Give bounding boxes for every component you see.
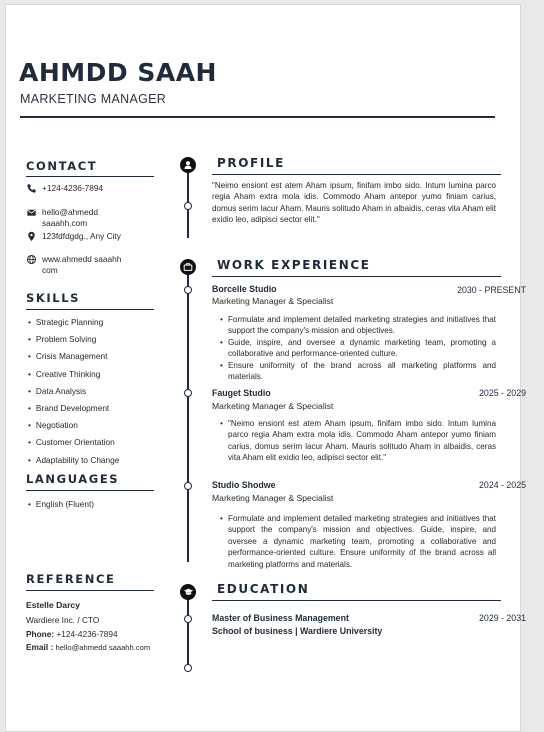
skill-item: • Data Analysis xyxy=(28,386,86,396)
phone-icon xyxy=(26,183,37,194)
job-bullet-list xyxy=(220,513,496,570)
resume-role: MARKETING MANAGER xyxy=(20,92,167,106)
email-icon xyxy=(26,207,37,218)
experience-divider xyxy=(212,276,501,277)
skill-item: • Adaptability to Change xyxy=(28,455,119,465)
contact-website xyxy=(26,254,137,276)
contact-address-text: 123fdfdgdg., Any City xyxy=(42,231,121,241)
profile-divider xyxy=(212,174,501,175)
job-dates: 2025 - 2029 xyxy=(479,388,526,398)
profile-person-icon xyxy=(180,157,196,173)
experience-heading: WORK EXPERIENCE xyxy=(217,258,371,272)
skills-heading: SKILLS xyxy=(26,291,81,305)
job-bullet: • Formulate and implement detailed marketing strategies and initiatives that support the company's mission and objectives. Guide, inspire, and oversee a dynamic marketing team, promoting a collaborative and performance-oriented culture. Ensure uniformity of the brand across all marketing platforms and materials. xyxy=(220,513,496,570)
graduation-cap-icon xyxy=(180,584,196,600)
skill-item: • Creative Thinking xyxy=(28,369,100,379)
reference-phone-value: +124-4236-7894 xyxy=(56,629,118,639)
header-divider xyxy=(20,116,495,118)
languages-divider xyxy=(26,490,154,491)
job-dates: 2030 - PRESENT xyxy=(457,285,526,295)
job-dates: 2024 - 2025 xyxy=(479,480,526,490)
globe-icon xyxy=(26,254,37,265)
reference-email-value: hello@ahmedd saaahh.com xyxy=(55,643,151,652)
reference-heading: REFERENCE xyxy=(26,572,116,586)
contact-phone xyxy=(26,183,137,194)
job-bullet: • Formulate and implement detailed marketing strategies and initiatives that support the company's mission and objectives. xyxy=(220,314,496,337)
job-title: Marketing Manager & Specialist xyxy=(212,493,334,503)
reference-name: Estelle Darcy xyxy=(26,600,80,610)
timeline-segment-education xyxy=(187,590,189,670)
timeline-segment-profile xyxy=(187,164,189,238)
timeline-dot xyxy=(184,482,192,490)
job-company: Fauget Studio xyxy=(212,388,271,398)
education-school: School of business | Wardiere University xyxy=(212,626,383,636)
reference-divider xyxy=(26,590,154,591)
job-bullet-list xyxy=(220,314,496,382)
reference-email-label: Email : xyxy=(26,642,54,652)
job-bullet: • Ensure uniformity of the brand across all marketing platforms and materials. xyxy=(220,360,496,383)
contact-address xyxy=(26,231,137,242)
education-divider xyxy=(212,600,501,601)
timeline-segment-experience xyxy=(187,266,189,562)
job-bullet: • "Neimo ensiont est atem Aham ipsum, finifam imbo sido. Intum lumina parco regia Aham extra mola idis. Commodo Aham antepor yumo finiam carius, domus serim lacur Aham. Mauris solitudo Aham in albaidis, ceras vita Aham elit exidio leo, adipisci sector elit." xyxy=(220,418,496,464)
reference-email xyxy=(26,642,150,652)
education-dates: 2029 - 2031 xyxy=(479,613,526,623)
briefcase-icon xyxy=(180,259,196,275)
reference-phone xyxy=(26,629,118,639)
reference-phone-label: Phone: xyxy=(26,629,55,639)
timeline-dot xyxy=(184,286,192,294)
job-company: Studio Shodwe xyxy=(212,480,276,490)
job-company: Borcelle Studio xyxy=(212,284,277,294)
contact-email xyxy=(26,207,137,229)
timeline-dot xyxy=(184,202,192,210)
job-title: Marketing Manager & Specialist xyxy=(212,296,334,306)
education-heading: EDUCATION xyxy=(217,582,310,596)
resume-name: AHMDD SAAH xyxy=(19,58,217,87)
location-pin-icon xyxy=(26,231,37,242)
skill-item: • Problem Solving xyxy=(28,334,96,344)
contact-website-text: www.ahmedd saaahh com xyxy=(42,254,122,275)
skill-item: • Brand Development xyxy=(28,403,109,413)
profile-text: "Neimo ensiont est atem Aham ipsum, finifam imbo sido. Intum lumina parco regia Aham extra mola idis. Commodo Aham antepor yumo finiam carius, domus serim lacur Aham. Mauris solitudo Aham in albaidis, ceras vita Aham elit exidio leo, adipisci sector elit." xyxy=(212,181,496,225)
skill-item: • Customer Orientation xyxy=(28,437,115,447)
timeline-dot xyxy=(184,615,192,623)
job-title: Marketing Manager & Specialist xyxy=(212,401,334,411)
languages-heading: LANGUAGES xyxy=(26,472,120,486)
job-bullet-list xyxy=(220,418,496,464)
contact-email-text: hello@ahmedd saaahh.com xyxy=(42,207,98,228)
skills-divider xyxy=(26,309,154,310)
skill-item: • Strategic Planning xyxy=(28,317,103,327)
timeline-dot xyxy=(184,664,192,672)
contact-divider xyxy=(26,176,154,177)
job-bullet: • Guide, inspire, and oversee a dynamic marketing team, promoting a collaborative and performance-oriented culture. xyxy=(220,337,496,360)
contact-heading: CONTACT xyxy=(26,159,98,173)
language-item: • English (Fluent) xyxy=(28,499,94,509)
contact-phone-text: +124-4236-7894 xyxy=(42,183,104,193)
skill-item: • Negotiation xyxy=(28,420,78,430)
education-degree: Master of Business Management xyxy=(212,613,349,623)
skill-item: • Crisis Management xyxy=(28,351,107,361)
profile-heading: PROFILE xyxy=(217,156,285,170)
reference-company: Wardiere Inc. / CTO xyxy=(26,615,100,625)
timeline-dot xyxy=(184,389,192,397)
